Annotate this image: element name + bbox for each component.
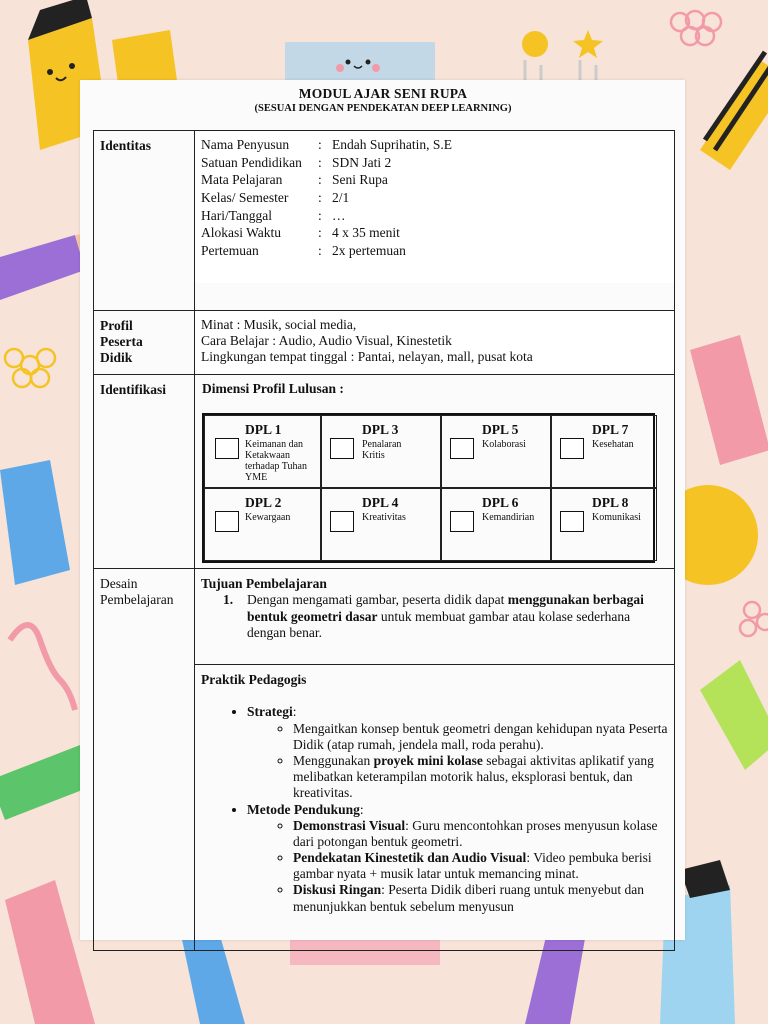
sub-text: Menggunakan [293, 752, 374, 768]
metode-label: Metode Pendukung [247, 801, 360, 817]
strategi-colon: : [292, 704, 297, 720]
sub-text: Mengaitkan konsep bentuk geometri dengan kehidupan nyata Peserta Didik (atap rumah, jendela mall, roda perahu). [293, 720, 668, 752]
dpl-8-box [551, 488, 657, 561]
flower-pink-icon [740, 602, 768, 636]
field-value: 2/1 [332, 190, 350, 206]
dpl-code: DPL 3 [362, 422, 399, 438]
tujuan-heading: Tujuan Pembelajaran [201, 576, 327, 592]
field-key: Satuan Pendidikan [201, 154, 302, 170]
flower-outline-icon [5, 349, 55, 387]
sub-text: : Guru mencontohkan proses menyusun kolase dari potongan bentuk geometri. [293, 817, 658, 849]
field-sep: : [318, 225, 322, 241]
dpl-code: DPL 1 [245, 422, 282, 438]
metode-subitem [293, 850, 668, 882]
field-value: 4 x 35 menit [332, 225, 400, 241]
field-value: … [332, 207, 346, 223]
dpl-3-box [321, 415, 441, 488]
dpl-1-box [204, 415, 321, 488]
profil-lingkungan: Lingkungan tempat tinggal : Pantai, nelayan, mall, pusat kota [201, 349, 533, 365]
dpl-4-box [321, 488, 441, 561]
pink-marker-icon [690, 335, 768, 465]
profil-label-line: Profil [100, 318, 133, 333]
dpl-code: DPL 4 [362, 495, 399, 511]
field-sep: : [318, 243, 322, 259]
module-table [93, 130, 675, 951]
dpl-6-box [441, 488, 551, 561]
desain-label-line: Desain [100, 576, 138, 592]
praktik-list [247, 704, 668, 914]
field-sep: : [318, 154, 322, 170]
sub-bold: Pendekatan Kinestetik dan Audio Visual [293, 850, 527, 866]
dpl-desc: Penalaran Kritis [362, 439, 402, 462]
flower-icon [671, 11, 721, 45]
dpl-code: DPL 7 [592, 422, 629, 438]
tujuan-text-bold: menggunakan berbagai bentuk geometri dasar [247, 592, 644, 624]
metode-item [247, 802, 668, 915]
field-key: Mata Pelajaran [201, 172, 283, 188]
tujuan-number: 1. [223, 592, 234, 608]
profil-cara-belajar: Cara Belajar : Audio, Audio Visual, Kinestetik [201, 333, 452, 349]
tujuan-text-post: untuk membuat gambar atau kolase sederhana dengan benar. [247, 608, 631, 640]
desain-label-line: Pembelajaran [100, 592, 174, 608]
metode-colon: : [359, 801, 364, 817]
dpl-8-checkbox[interactable] [560, 511, 584, 532]
dpl-6-checkbox[interactable] [450, 511, 474, 532]
sub-bold: Diskusi Ringan [293, 882, 382, 898]
desain-label [94, 569, 195, 951]
identitas-label: Identitas [94, 131, 195, 311]
star-icon [573, 30, 603, 58]
field-value: SDN Jati 2 [332, 154, 392, 170]
profil-label-line: Peserta [100, 334, 143, 350]
dpl-code: DPL 6 [482, 495, 519, 511]
tujuan-text-pre: Dengan mengamati gambar, peserta didik dapat [247, 592, 508, 608]
dpl-desc: Kolaborasi [482, 439, 526, 451]
dpl-code: DPL 2 [245, 495, 282, 511]
field-value: Endah Suprihatin, S.E [332, 137, 452, 152]
field-key: Pertemuan [201, 243, 259, 259]
dpl-code: DPL 5 [482, 422, 519, 438]
dpl-7-box [551, 415, 657, 488]
sub-text: : Video pembuka berisi gambar nyata + musik latar untuk memancing minat. [293, 850, 652, 882]
strategi-label: Strategi [247, 704, 293, 720]
field-key: Alokasi Waktu [201, 225, 282, 241]
strategi-subitem [293, 721, 668, 753]
field-sep: : [318, 190, 322, 206]
sun-flower-icon [522, 31, 548, 57]
dpl-4-checkbox[interactable] [330, 511, 354, 532]
dpl-desc: Kesehatan [592, 439, 634, 451]
dpl-desc: Kemandirian [482, 512, 535, 524]
blue-marker-icon [0, 460, 70, 585]
field-sep: : [318, 172, 322, 188]
metode-sublist [293, 818, 668, 915]
dpl-desc: Komunikasi [592, 512, 641, 524]
tujuan-text [247, 592, 668, 641]
identifikasi-label: Identifikasi [94, 375, 195, 569]
sub-bold: Demonstrasi Visual [293, 817, 406, 833]
squiggle-icon [10, 625, 75, 710]
field-value: 2x pertemuan [332, 243, 406, 259]
field-value: Seni Rupa [332, 172, 388, 188]
green-pencil-icon [700, 660, 768, 770]
dpl-5-box [441, 415, 551, 488]
field-key: Hari/Tanggal [201, 207, 273, 223]
dpl-7-checkbox[interactable] [560, 438, 584, 459]
dimensi-heading: Dimensi Profil Lulusan : [202, 381, 344, 396]
dpl-1-checkbox[interactable] [215, 438, 239, 459]
dpl-2-box [204, 488, 321, 561]
identitas-grid [195, 131, 675, 283]
dpl-desc: Kewargaan [245, 512, 291, 524]
strategi-sublist [293, 721, 668, 802]
field-sep: : [318, 207, 322, 223]
tujuan-row [94, 569, 675, 665]
field-key: Nama Penyusun [201, 137, 290, 152]
identitas-row [94, 131, 675, 311]
dpl-5-checkbox[interactable] [450, 438, 474, 459]
profil-row [94, 311, 675, 375]
praktik-heading: Praktik Pedagogis [201, 672, 307, 688]
dpl-3-checkbox[interactable] [330, 438, 354, 459]
strategi-subitem [293, 753, 668, 802]
field-sep: : [318, 137, 322, 152]
sub-bold: proyek mini kolase [373, 752, 483, 768]
washi-tape-top [285, 42, 435, 84]
profil-label-line: Didik [100, 350, 133, 366]
sub-text: : Peserta Didik diberi ruang untuk menyebut dan menunjukkan bentuk sebelum menyusun [293, 882, 644, 914]
document-subtitle: (SESUAI DENGAN PENDEKATAN DEEP LEARNING) [254, 103, 512, 114]
tujuan-item [223, 592, 668, 641]
profil-label [94, 311, 195, 375]
metode-subitem [293, 818, 668, 850]
metode-subitem [293, 882, 668, 914]
dpl-code: DPL 8 [592, 495, 629, 511]
strategi-item [247, 704, 668, 801]
identifikasi-row [94, 375, 675, 569]
field-key: Kelas/ Semester [201, 190, 289, 206]
dpl-desc: Keimanan dan Ketakwaan terhadap Tuhan YME [245, 439, 307, 484]
sub-text: sebagai aktivitas aplikatif yang melibatkan keterampilan motorik halus, eksplorasi bentuk, dan kreativitas. [293, 752, 654, 801]
dpl-desc: Kreativitas [362, 512, 406, 524]
document-title: MODUL AJAR SENI RUPA [298, 86, 468, 101]
profil-minat: Minat : Musik, social media, [201, 317, 357, 332]
dpl-grid [202, 413, 655, 563]
yellow-crayon-icon [700, 52, 768, 170]
dpl-2-checkbox[interactable] [215, 511, 239, 532]
